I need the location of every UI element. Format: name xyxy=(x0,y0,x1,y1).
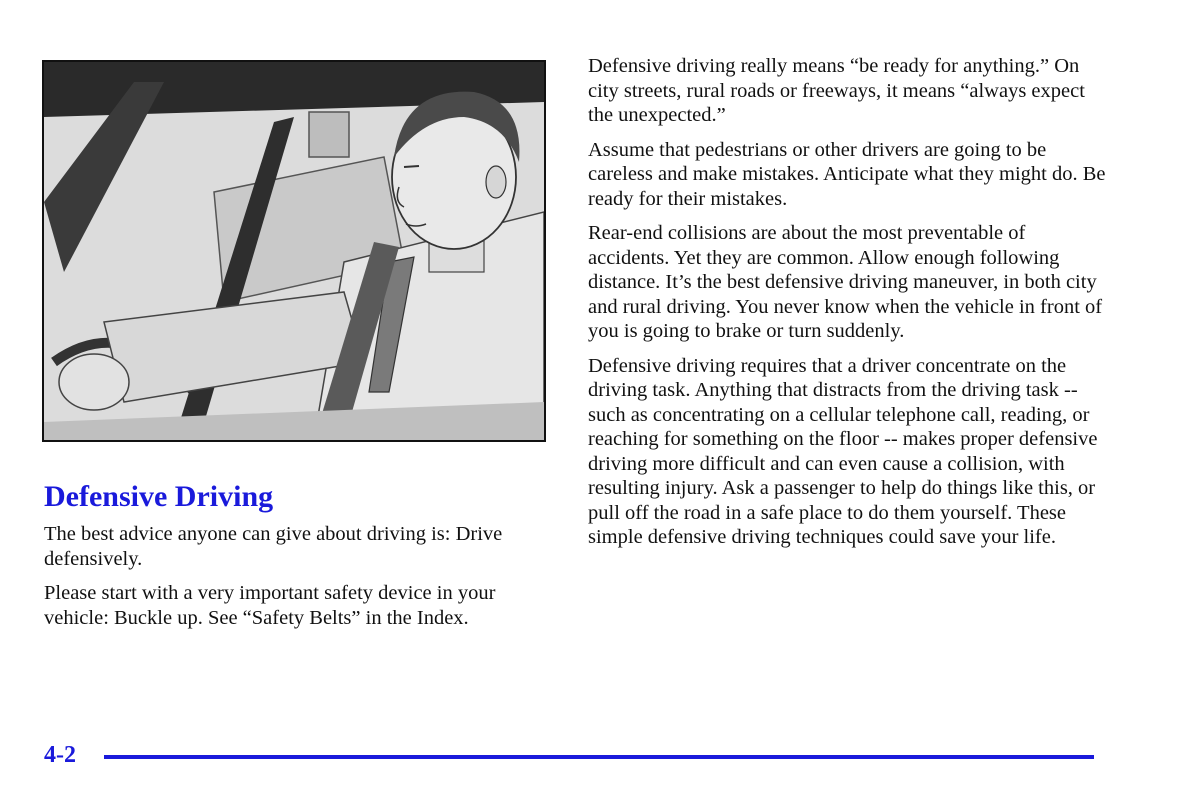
paragraph: Rear-end collisions are about the most preventable of accidents. Yet they are common. Allow enough following distance. It’s the best defensive driving maneuver, in both city and rural driving. You never know when the vehicle in front of you is going to brake or turn suddenly. xyxy=(588,222,1103,342)
paragraph: The best advice anyone can give about driving is: Drive defensively. xyxy=(44,523,503,570)
paragraph: Assume that pedestrians or other drivers are going to be careless and make mistakes. Anticipate what they might do. Be ready for their mistakes. xyxy=(588,138,1106,210)
section-title: Defensive Driving xyxy=(44,480,274,513)
left-column-text xyxy=(44,522,544,640)
paragraph: Defensive driving really means “be ready for anything.” On city streets, rural roads or freeways, it means “always expect the unexpected.” xyxy=(588,55,1085,126)
paragraph: Defensive driving requires that a driver concentrate on the driving task. Anything that distracts from the driving task -- such as concentrating on a cellular telephone call, reading, or reaching for something on the floor -- makes proper defensive driving more difficult and can even cause a collision, with resulting injury. Ask a passenger to help do things like this, or pull off the road in a safe place to do them yourself. These simple defensive driving techniques could save your life. xyxy=(588,354,1098,548)
footer-divider xyxy=(104,755,1094,759)
right-column-text xyxy=(588,54,1108,560)
page-number: 4-2 xyxy=(44,742,76,768)
driver-illustration xyxy=(42,60,546,442)
paragraph: Please start with a very important safety device in your vehicle: Buckle up. See “Safety Belts” in the Index. xyxy=(44,582,496,629)
